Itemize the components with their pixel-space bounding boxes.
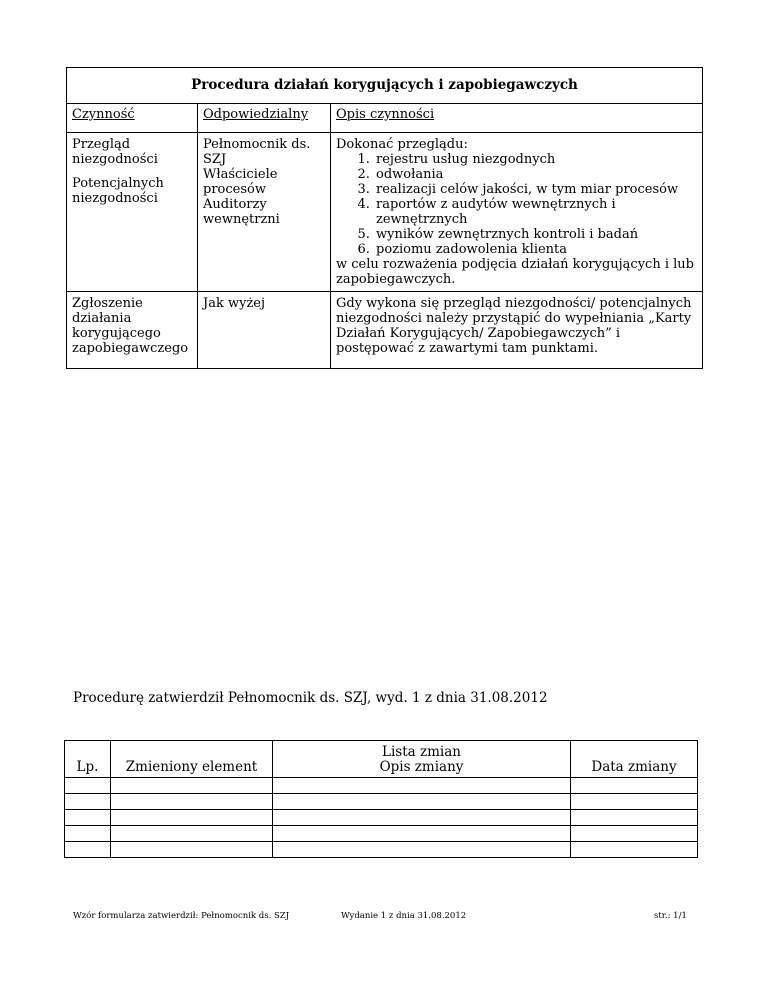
cell[interactable] <box>571 778 698 794</box>
cell[interactable] <box>111 842 273 858</box>
description-intro: Dokonać przeglądu: <box>336 137 468 152</box>
responsible-cell <box>198 133 331 292</box>
column-lp: Lp. <box>65 741 111 778</box>
column-change-date: Data zmiany <box>571 741 698 778</box>
procedure-title: Procedura działań korygujących i zapobiegawczych <box>67 68 703 104</box>
responsible-item: Właściciele procesów <box>203 167 278 197</box>
activity-cell <box>67 133 198 292</box>
column-change-description-label: Opis zmiany <box>379 759 464 775</box>
cell[interactable] <box>111 778 273 794</box>
list-item: 3. realizacji celów jakości, w tym miar procesów <box>374 182 697 197</box>
cell[interactable] <box>65 778 111 794</box>
table-row <box>65 794 698 810</box>
cell[interactable] <box>65 810 111 826</box>
changes-title: Lista zmian <box>382 744 461 760</box>
description-cell: Gdy wykona się przegląd niezgodności/ potencjalnych niezgodności należy przystąpić do wypełniania „Karty Działań Korygujących/ Zapobiegawczych” i postępować z zawartymi tam punktami. <box>331 292 703 369</box>
header-responsible: Odpowiedzialny <box>198 104 331 133</box>
cell[interactable] <box>65 826 111 842</box>
column-change-description <box>273 741 571 778</box>
description-outro: w celu rozważenia podjęcia działań korygujących i lub zapobiegawczych. <box>336 257 694 287</box>
review-list <box>336 152 697 257</box>
responsible-cell: Jak wyżej <box>198 292 331 369</box>
header-activity: Czynność <box>67 104 198 133</box>
approval-statement: Procedurę zatwierdził Pełnomocnik ds. SZJ, wyd. 1 z dnia 31.08.2012 <box>73 690 548 706</box>
changes-table <box>64 740 698 858</box>
list-item: 6. poziomu zadowolenia klienta <box>374 242 697 257</box>
cell[interactable] <box>273 778 571 794</box>
table-row <box>65 810 698 826</box>
cell[interactable] <box>273 794 571 810</box>
cell[interactable] <box>65 794 111 810</box>
cell[interactable] <box>571 842 698 858</box>
activity-cell: Zgłoszenie działania korygującego zapobiegawczego <box>67 292 198 369</box>
list-item: 4. raportów z audytów wewnętrznych i zewnętrznych <box>374 197 697 227</box>
activity-potential: Potencjalnych niezgodności <box>72 176 164 206</box>
header-description: Opis czynności <box>331 104 703 133</box>
cell[interactable] <box>273 810 571 826</box>
column-changed-element: Zmieniony element <box>111 741 273 778</box>
cell[interactable] <box>571 794 698 810</box>
table-row <box>65 778 698 794</box>
cell[interactable] <box>111 810 273 826</box>
cell[interactable] <box>273 842 571 858</box>
cell[interactable] <box>111 794 273 810</box>
cell[interactable] <box>111 826 273 842</box>
cell[interactable] <box>273 826 571 842</box>
table-row <box>67 133 703 292</box>
table-row <box>67 292 703 369</box>
cell[interactable] <box>65 842 111 858</box>
cell[interactable] <box>571 810 698 826</box>
list-item: 5. wyników zewnętrznych kontroli i badań <box>374 227 697 242</box>
footer-center: Wydanie 1 z dnia 31.08.2012 <box>341 911 467 921</box>
list-item: 1. rejestru usług niezgodnych <box>374 152 697 167</box>
footer-left: Wzór formularza zatwierdził: Pełnomocnik ds. SZJ <box>73 911 290 921</box>
procedure-table <box>66 67 703 369</box>
table-row <box>65 826 698 842</box>
responsible-item: Pełnomocnik ds. SZJ <box>203 137 311 167</box>
changes-header-row <box>65 741 698 778</box>
activity-review: Przegląd niezgodności <box>72 137 158 167</box>
table-header-row <box>67 104 703 133</box>
table-row <box>65 842 698 858</box>
responsible-item: Auditorzy wewnętrzni <box>203 197 280 227</box>
footer-page-number: str.: 1/1 <box>654 911 687 921</box>
description-cell <box>331 133 703 292</box>
cell[interactable] <box>571 826 698 842</box>
list-item: 2. odwołania <box>374 167 697 182</box>
